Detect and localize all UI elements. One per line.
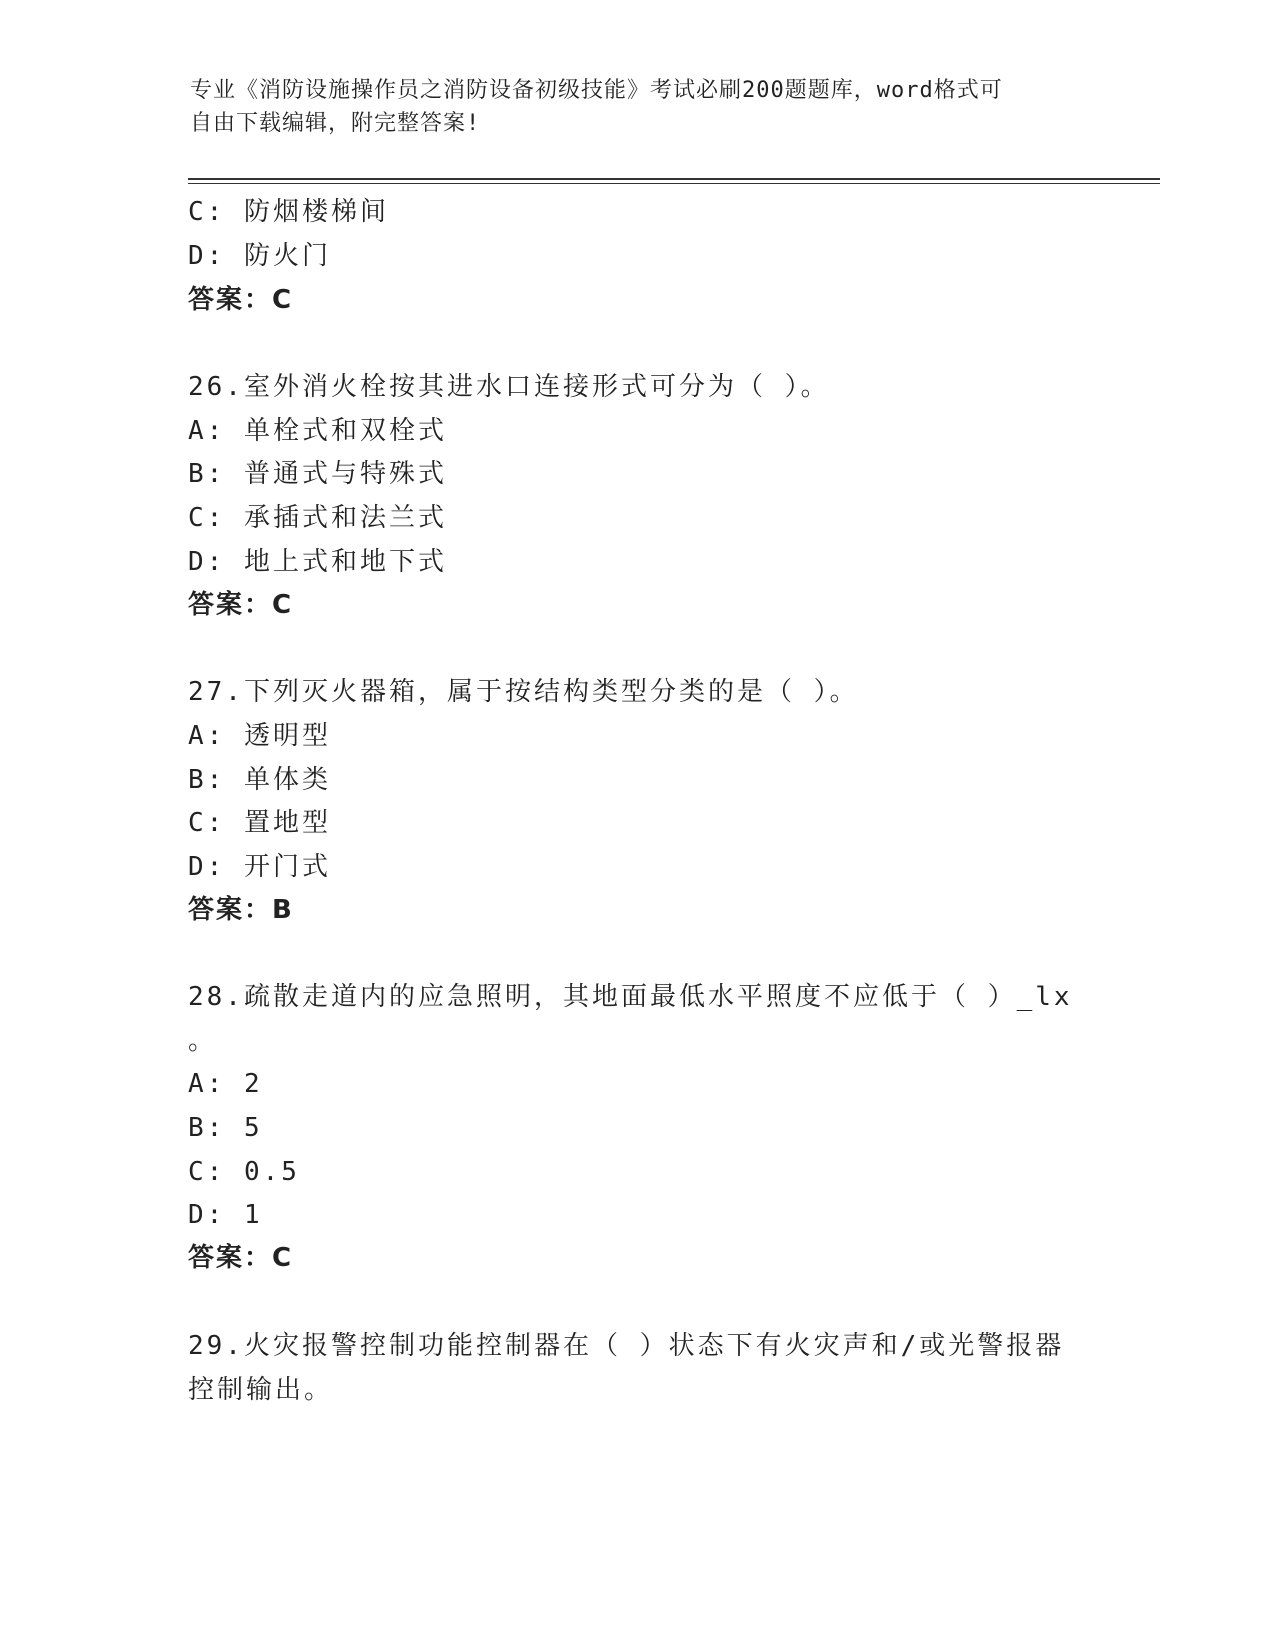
question-stem: 29.火灾报警控制功能控制器在（ ）状态下有火灾声和/或光警报器 xyxy=(188,1331,1065,1361)
document-header xyxy=(190,74,1070,140)
header-divider-thin xyxy=(188,183,1160,184)
question-stem: 27.下列灭火器箱，属于按结构类型分类的是（ ）。 xyxy=(188,677,859,707)
option-d: D: 地上式和地下式 xyxy=(188,547,447,577)
option-a: A: 透明型 xyxy=(188,721,331,751)
question-stem: 26.室外消火栓按其进水口连接形式可分为（ ）。 xyxy=(188,372,830,402)
answer-line: 答案：B xyxy=(188,895,294,925)
option-d: D: 开门式 xyxy=(188,852,331,882)
option-b: B: 5 xyxy=(188,1113,263,1143)
answer-line: 答案：C xyxy=(188,1243,294,1273)
header-divider-thick xyxy=(188,178,1160,180)
option-c: C: 防烟楼梯间 xyxy=(188,197,389,227)
option-c: C: 置地型 xyxy=(188,808,331,838)
option-b: B: 单体类 xyxy=(188,765,331,795)
option-a: A: 单栓式和双栓式 xyxy=(188,416,447,446)
question-stem: 28.疏散走道内的应急照明，其地面最低水平照度不应低于（ ）_lx xyxy=(188,982,1073,1012)
option-d: D: 1 xyxy=(188,1200,263,1230)
option-c: C: 承插式和法兰式 xyxy=(188,503,447,533)
question-stem-continued: 控制输出。 xyxy=(188,1375,334,1405)
option-a: A: 2 xyxy=(188,1069,263,1099)
question-stem-continued: 。 xyxy=(188,1026,218,1056)
answer-line: 答案：C xyxy=(188,285,294,315)
header-line-2: 自由下载编辑，附完整答案! xyxy=(190,111,481,136)
option-b: B: 普通式与特殊式 xyxy=(188,459,447,489)
answer-line: 答案：C xyxy=(188,590,294,620)
header-line-1: 专业《消防设施操作员之消防设备初级技能》考试必刷200题题库，word格式可 xyxy=(190,78,1003,103)
option-d: D: 防火门 xyxy=(188,241,331,271)
option-c: C: 0.5 xyxy=(188,1157,300,1187)
